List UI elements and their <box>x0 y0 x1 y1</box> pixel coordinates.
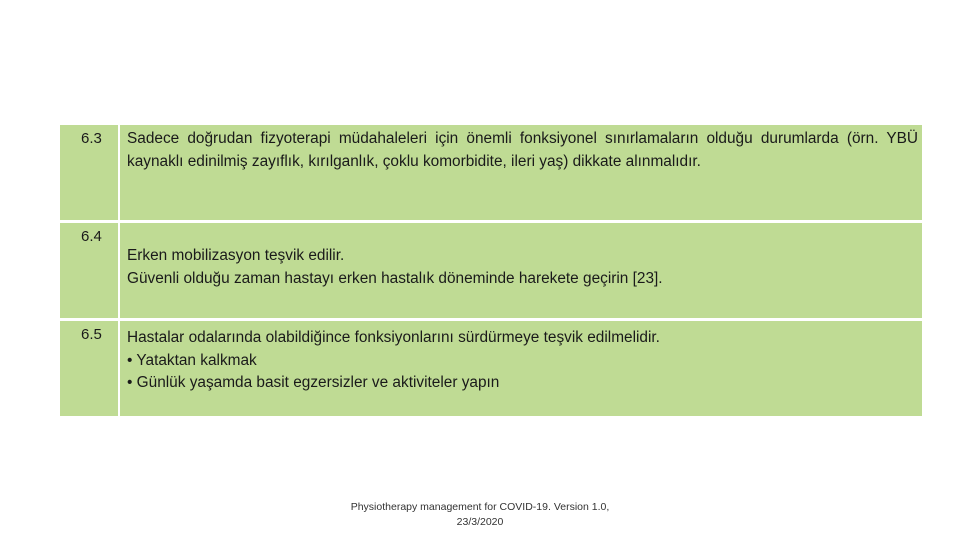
recommendation-number: 6.5 <box>60 321 120 416</box>
footer-line: Physiotherapy management for COVID-19. Version 1.0, <box>350 501 610 513</box>
recommendation-text <box>120 125 922 220</box>
bullet-item: • Yataktan kalkmak <box>127 351 257 369</box>
recommendation-number: 6.4 <box>60 223 120 318</box>
recommendation-text <box>120 223 922 318</box>
table-row <box>60 321 922 416</box>
recommendations-table <box>60 125 922 416</box>
table-row <box>60 223 922 318</box>
recommendation-text <box>120 321 922 416</box>
recommendation-paragraph: Sadece doğrudan fizyoterapi müdahaleleri için önemli fonksiyonel sınırlamaların olduğu durumlarda (örn. YBÜ kaynaklı edinilmiş zayıflık, kırılganlık, çoklu komorbidite, ileri yaş) dikkate alınmalıdır. <box>127 130 918 170</box>
recommendation-line: Güvenli olduğu zaman hastayı erken hastalık döneminde harekete geçirin [23]. <box>127 269 663 287</box>
footer-line: 23/3/2020 <box>456 516 504 528</box>
recommendation-number: 6.3 <box>60 125 120 220</box>
recommendation-line: Hastalar odalarında olabildiğince fonksiyonlarını sürdürmeye teşvik edilmelidir. <box>127 329 660 346</box>
table-row <box>60 125 922 220</box>
recommendation-line: Erken mobilizasyon teşvik edilir. <box>127 247 345 264</box>
slide-footer <box>320 500 640 530</box>
bullet-item: • Günlük yaşamda basit egzersizler ve aktiviteler yapın <box>127 374 500 391</box>
